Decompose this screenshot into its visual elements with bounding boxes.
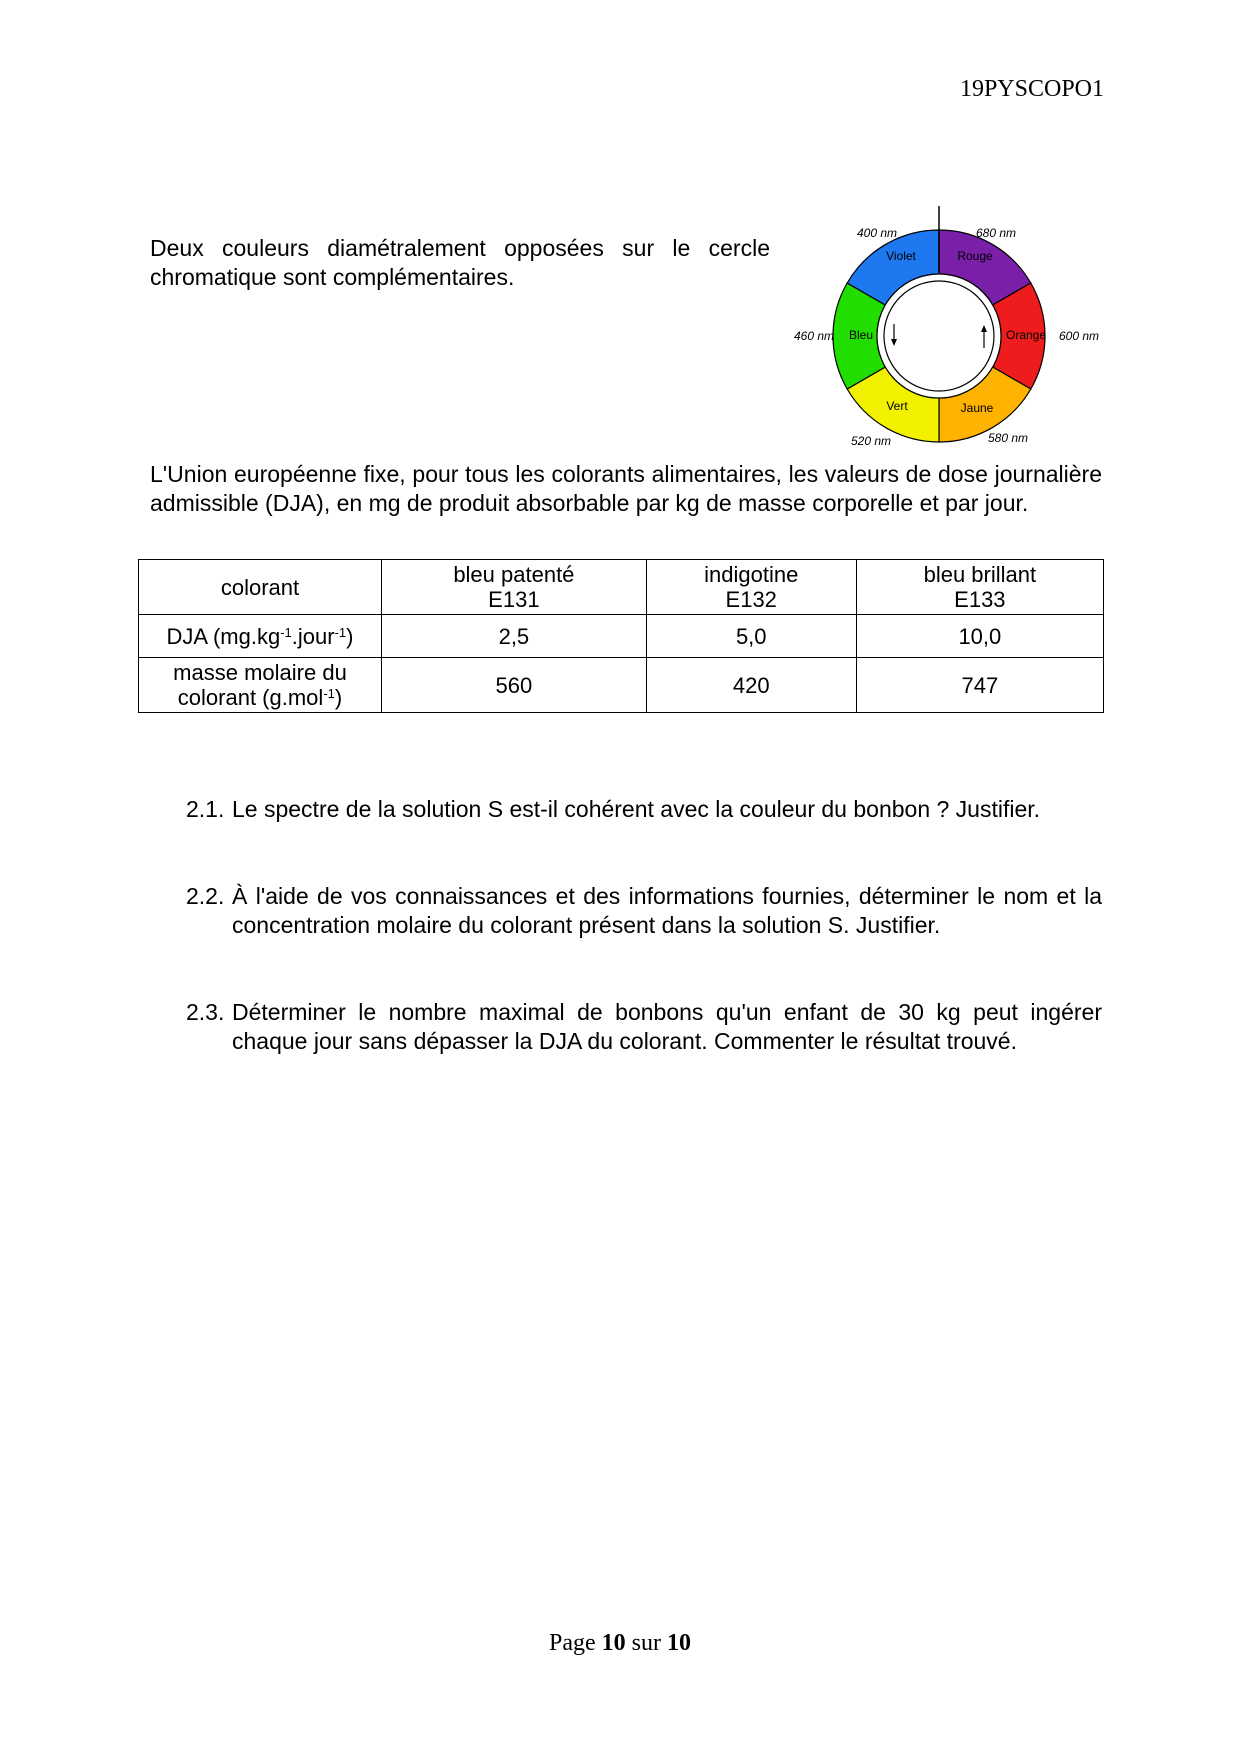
header-bleu-patente bbox=[382, 560, 647, 615]
wavelength-600: 600 nm bbox=[1058, 329, 1100, 343]
question-number: 2.3. bbox=[186, 999, 225, 1025]
header-indigotine bbox=[646, 560, 856, 615]
wavelength-520: 520 nm bbox=[850, 434, 892, 448]
masse-row-label: masse molaire du colorant (g.mol$^{-1}$) bbox=[139, 658, 382, 713]
column-name: bleu brillant bbox=[923, 562, 1037, 587]
segment-label-violet: Violet bbox=[886, 249, 916, 263]
column-name: bleu patenté bbox=[453, 562, 575, 587]
column-code: E132 bbox=[725, 587, 777, 612]
masse-value-e132: 420 bbox=[646, 658, 856, 713]
wheel-inner-disc bbox=[884, 281, 994, 391]
segment-label-jaune: Jaune bbox=[960, 401, 994, 415]
segment-label-bleu: Bleu bbox=[848, 328, 874, 342]
header-colorant: colorant bbox=[139, 560, 382, 615]
question-2-2 bbox=[186, 882, 1102, 940]
page-footer: Page 10 sur 10 bbox=[549, 1630, 691, 1656]
segment-label-vert: Vert bbox=[886, 399, 908, 413]
intro-paragraph: Deux couleurs diamétralement opposées sur le cercle chromatique sont complémentaires. bbox=[150, 235, 770, 290]
column-code: E131 bbox=[488, 587, 540, 612]
masse-value-e133: 747 bbox=[856, 658, 1103, 713]
wavelength-400: 400 nm bbox=[856, 226, 898, 240]
column-name: indigotine bbox=[704, 562, 799, 587]
question-number: 2.1. bbox=[186, 796, 225, 822]
table-row-masse-molaire bbox=[139, 658, 1104, 713]
question-text: Déterminer le nombre maximal de bonbons qu'un enfant de 30 kg peut ingérer chaque jour sans dépasser la DJA du colorant. Commenter le résultat trouvé. bbox=[232, 999, 1102, 1054]
segment-label-rouge: Rouge bbox=[957, 249, 993, 263]
dja-paragraph: L'Union européenne fixe, pour tous les colorants alimentaires, les valeurs de dose journalière admissible (DJA), en mg de produit absorbable par kg de masse corporelle et par jour. bbox=[150, 461, 1102, 516]
question-number: 2.2. bbox=[186, 883, 225, 909]
document-code: 19PYSCOPO1 bbox=[959, 76, 1104, 102]
dja-value-e132: 5,0 bbox=[646, 615, 856, 658]
masse-value-e131: 560 bbox=[382, 658, 647, 713]
segment-label-orange: Orange bbox=[1005, 328, 1047, 342]
question-2-1 bbox=[186, 795, 1102, 824]
wavelength-460: 460 nm bbox=[793, 329, 835, 343]
header-bleu-brillant bbox=[856, 560, 1103, 615]
dja-table bbox=[138, 559, 1104, 713]
wavelength-680: 680 nm bbox=[975, 226, 1017, 240]
question-2-3 bbox=[186, 998, 1102, 1056]
dja-row-label: DJA $(mg.kg^{-1}.jour^{-1})$ bbox=[139, 615, 382, 658]
dja-value-e131: 2,5 bbox=[382, 615, 647, 658]
table-row-dja bbox=[139, 615, 1104, 658]
table-header-row bbox=[139, 560, 1104, 615]
question-text: À l'aide de vos connaissances et des informations fournies, déterminer le nom et la concentration molaire du colorant présent dans la solution S. Justifier. bbox=[232, 883, 1102, 938]
column-code: E133 bbox=[954, 587, 1006, 612]
question-text: Le spectre de la solution S est-il cohérent avec la couleur du bonbon ? Justifier. bbox=[232, 796, 1041, 822]
wavelength-580: 580 nm bbox=[987, 431, 1029, 445]
color-wheel bbox=[784, 206, 1108, 456]
dja-value-e133: 10,0 bbox=[856, 615, 1103, 658]
